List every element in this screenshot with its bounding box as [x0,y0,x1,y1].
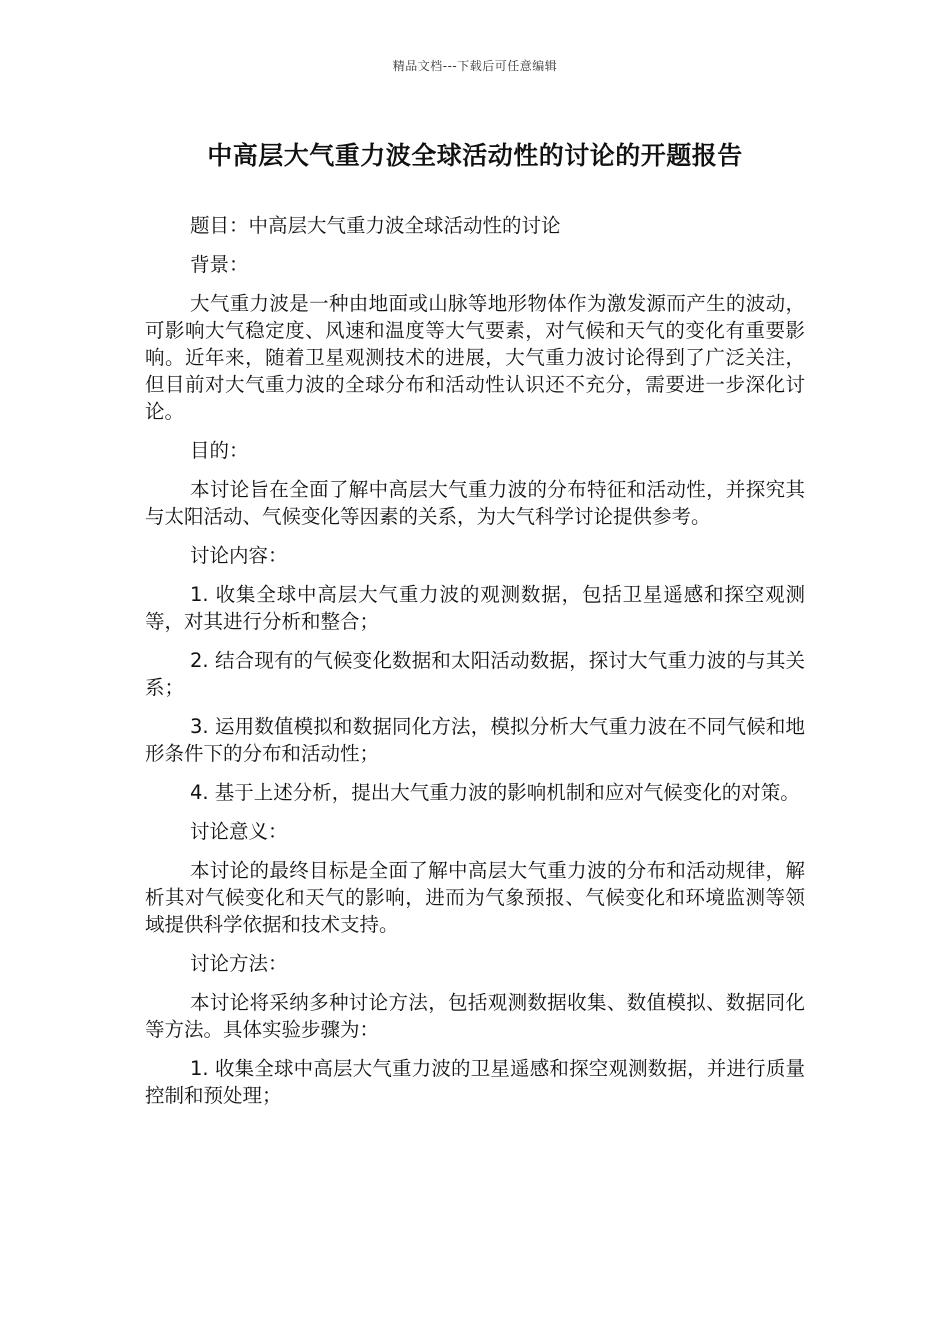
section-heading-method: 讨论方法： [190,952,288,975]
content-item-4: 4. 基于上述分析，提出大气重力波的影响机制和应对气候变化的对策。 [190,781,800,804]
section-heading-content: 讨论内容： [190,544,288,567]
content-item-3: 3. 运用数值模拟和数据同化方法，模拟分析大气重力波在不同气候和地形条件下的分布和活动性； [145,715,805,765]
method-paragraph: 本讨论将采纳多种讨论方法，包括观测数据收集、数值模拟、数据同化等方法。具体实验步骤为： [145,991,805,1041]
purpose-paragraph: 本讨论旨在全面了解中高层大气重力波的分布特征和活动性，并探究其与太阳活动、气候变化等因素的关系，为大气科学讨论提供参考。 [145,478,805,528]
content-item-1: 1. 收集全球中高层大气重力波的观测数据，包括卫星遥感和探空观测等，对其进行分析和整合； [145,583,805,633]
section-heading-background: 背景： [190,253,249,276]
section-heading-purpose: 目的： [190,439,249,462]
significance-paragraph: 本讨论的最终目标是全面了解中高层大气重力波的分布和活动规律，解析其对气候变化和天气的影响，进而为气象预报、气候变化和环境监测等领域提供科学依据和技术支持。 [145,859,805,936]
background-paragraph: 大气重力波是一种由地面或山脉等地形物体作为激发源而产生的波动，可影响大气稳定度、风速和温度等大气要素，对气候和天气的变化有重要影响。近年来，随着卫星观测技术的进展，大气重力波讨论得到了广泛关注，但目前对大气重力波的全球分布和活动性认识还不充分，需要进一步深化讨论。 [145,292,805,423]
header-note: 精品文档---下载后可任意编辑 [392,59,558,73]
content-item-2: 2. 结合现有的气候变化数据和太阳活动数据，探讨大气重力波的与其关系； [145,649,805,699]
section-heading-significance: 讨论意义： [190,820,288,843]
document-title: 中高层大气重力波全球活动性的讨论的开题报告 [207,141,743,170]
topic-line: 题目：中高层大气重力波全球活动性的讨论 [190,214,561,237]
document-body [145,212,805,1121]
method-step-1: 1. 收集全球中高层大气重力波的卫星遥感和探空观测数据，并进行质量控制和预处理； [145,1057,805,1107]
